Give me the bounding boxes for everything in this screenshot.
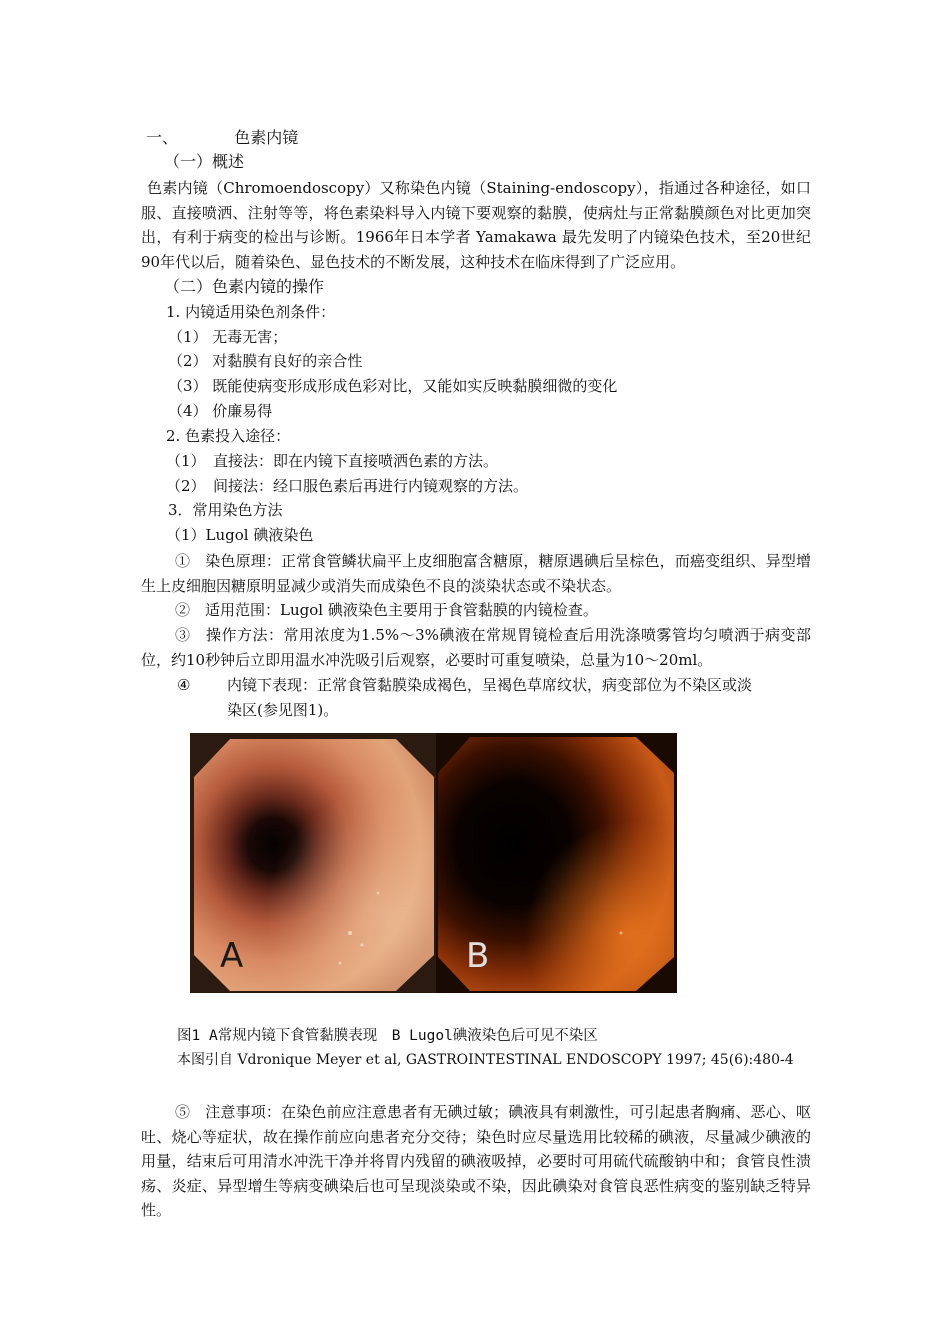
panel-a-label: A [220, 936, 244, 976]
operation-method: ③ 操作方法：常用浓度为1.5%～3%碘液在常规胃镜检查后用洗涤喷雾管均匀喷洒于病变部位，约10秒钟后立即用温水冲洗吸引后观察，必要时可重复喷染，总量为10～20ml。 [141, 626, 811, 669]
item2-title: 2. 色素投入途径： [166, 427, 291, 445]
figure-source: 本图引自 Vdronique Meyer et al, GASTROINTESTINAL ENDOSCOPY 1997; 45(6):480-4 [177, 1052, 794, 1068]
route-2: （2） 间接法：经口服色素后再进行内镜观察的方法。 [166, 477, 529, 495]
condition-4: （4） 价廉易得 [168, 402, 273, 420]
endoscopy-image-a [190, 733, 436, 993]
overview-paragraph: 色素内镜（Chromoendoscopy）又称染色内镜（Staining-endoscopy），指通过各种途径，如口服、直接喷洒、注射等等，将色素染料导入内镜下要观察的黏膜，使病灶与正常黏膜颜色对比更加突出，有利于病变的检出与诊断。1966年日本学者 Yamakawa 最先发明了内镜染色技术，至20世纪90年代以后，随着染色、显色技术的不断发展，这种技术在临床得到了广泛应用。 [141, 179, 811, 271]
condition-1: （1） 无毒无害； [168, 328, 288, 346]
panel-b-label: B [466, 936, 490, 976]
staining-principle: ① 染色原理：正常食管鳞状扁平上皮细胞富含糖原，糖原遇碘后呈棕色，而癌变组织、异型增生上皮细胞因糖原明显减少或消失而成染色不良的淡染状态或不染状态。 [141, 552, 811, 595]
endoscopic-findings-line2: 染区(参见图1)。 [227, 701, 339, 719]
heading-number: 一、 [146, 128, 179, 147]
route-1: （1） 直接法：即在内镜下直接喷洒色素的方法。 [166, 452, 499, 470]
item3-title: 3．常用染色方法 [168, 501, 283, 519]
section1-title: （一）概述 [164, 152, 245, 171]
endoscopic-findings-line1: 内镜下表现：正常食管黏膜染成褐色，呈褐色草席纹状，病变部位为不染区或淡 [227, 676, 753, 694]
heading-title: 色素内镜 [234, 128, 299, 147]
figure-caption: 图1 A常规内镜下食管黏膜表现 B Lugol碘液染色后可见不染区 [177, 1028, 598, 1044]
section2-title: （二）色素内镜的操作 [164, 277, 325, 296]
precautions-paragraph: ⑤ 注意事项：在染色前应注意患者有无碘过敏；碘液具有刺激性，可引起患者胸痛、恶心、呕吐、烧心等症状，故在操作前应向患者充分交待；染色时应尽量选用比较稀的碘液，尽量减少碘液的用量，结束后可用清水冲洗干净并将胃内残留的碘液吸掉，必要时可用硫代硫酸钠中和；食管良性溃疡、炎症、异型增生等病变碘染后也可呈现淡染或不染，因此碘染对食管良恶性病变的鉴别缺乏特异性。 [141, 1103, 811, 1219]
endoscopy-image-b [436, 733, 677, 993]
endoscopy-figure [190, 733, 677, 993]
condition-3: （3） 既能使病变形成形成色彩对比，又能如实反映黏膜细微的变化 [168, 377, 618, 395]
application-scope: ② 适用范围：Lugol 碘液染色主要用于食管黏膜的内镜检查。 [175, 601, 598, 619]
item1-title: 1. 内镜适用染色剂条件： [166, 303, 336, 321]
main-heading [146, 128, 298, 148]
lugol-subtitle: （1）Lugol 碘液染色 [166, 526, 314, 544]
endoscopic-findings-marker: ④ [177, 676, 191, 694]
condition-2: （2） 对黏膜有良好的亲合性 [168, 352, 363, 370]
